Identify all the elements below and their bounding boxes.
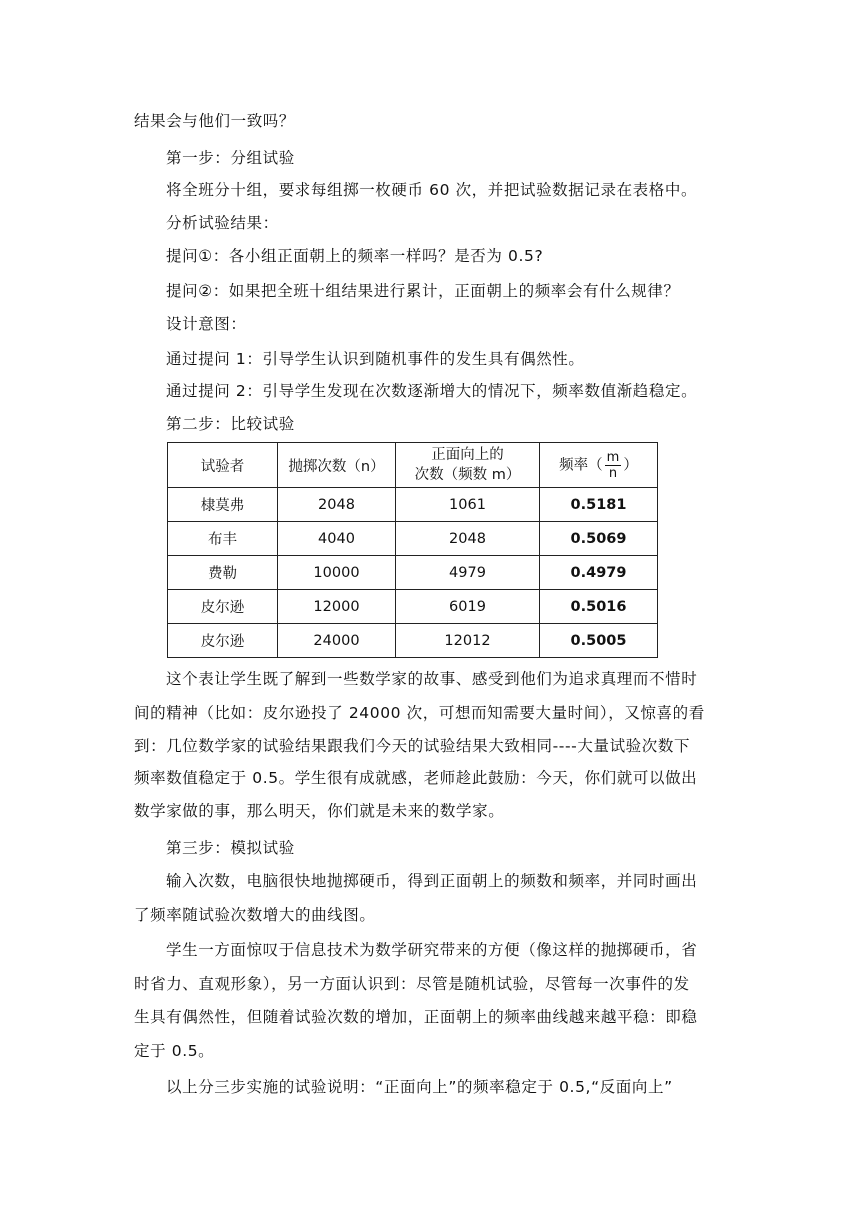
- text-line: 定于 0.5。: [134, 1042, 215, 1060]
- text-line: 了频率随试验次数增大的曲线图。: [134, 906, 376, 924]
- table-cell: 24000: [278, 624, 396, 658]
- text-line: 这个表让学生既了解到一些数学家的故事、感受到他们为追求真理而不惜时: [166, 670, 698, 688]
- header-line: 次数（频数 m）: [414, 467, 521, 483]
- header-cell: [396, 443, 540, 488]
- text-line: 输入次数，电脑很快地抛掷硬币，得到正面朝上的频数和频率，并同时画出: [166, 872, 698, 890]
- table-cell: 皮尔逊: [168, 590, 278, 624]
- table-row: [168, 624, 658, 658]
- step-heading: 第三步：模拟试验: [166, 839, 295, 857]
- table-row: [168, 488, 658, 522]
- table-cell: 2048: [396, 522, 540, 556]
- fraction-m-over-n: [605, 450, 622, 481]
- text-line: 生具有偶然性，但随着试验次数的增加，正面朝上的频率曲线越来越平稳：即稳: [134, 1008, 698, 1026]
- table-cell: 棣莫弗: [168, 488, 278, 522]
- table-cell: 4979: [396, 556, 540, 590]
- table-cell: 费勒: [168, 556, 278, 590]
- table-cell: 皮尔逊: [168, 624, 278, 658]
- table-cell: 0.5005: [540, 624, 658, 658]
- text-line: 数学家做的事，那么明天，你们就是未来的数学家。: [134, 802, 505, 820]
- table-row: [168, 590, 658, 624]
- table-cell: 2048: [278, 488, 396, 522]
- experiment-table: [167, 442, 658, 658]
- fraction-denominator: n: [608, 465, 618, 481]
- table-cell: 12012: [396, 624, 540, 658]
- header-text: 频率（: [559, 457, 603, 473]
- header-cell: 试验者: [168, 443, 278, 488]
- text-line: 间的精神（比如：皮尔逊投了 24000 次，可想而知需要大量时间），又惊喜的看: [134, 704, 705, 722]
- text-line: 设计意图：: [166, 315, 247, 333]
- text-line: 到：几位数学家的试验结果跟我们今天的试验结果大致相同----大量试验次数下: [134, 737, 691, 755]
- table-cell: 布丰: [168, 522, 278, 556]
- step-heading: 第二步：比较试验: [166, 415, 295, 433]
- text-line: 时省力、直观形象），另一方面认识到：尽管是随机试验，尽管每一次事件的发: [134, 975, 690, 993]
- table-cell: 0.5016: [540, 590, 658, 624]
- text-line: 频率数值稳定于 0.5。学生很有成就感，老师趁此鼓励：今天，你们就可以做出: [134, 769, 698, 787]
- table-cell: 4040: [278, 522, 396, 556]
- table-cell: 1061: [396, 488, 540, 522]
- text-line: 分析试验结果：: [166, 214, 279, 232]
- header-text: ）: [623, 457, 638, 473]
- text-line: 结果会与他们一致吗？: [134, 112, 296, 130]
- text-line: 通过提问 1：引导学生认识到随机事件的发生具有偶然性。: [166, 350, 585, 368]
- header-cell: [540, 443, 658, 488]
- text-line: 将全班分十组，要求每组掷一枚硬币 60 次，并把试验数据记录在表格中。: [166, 181, 698, 199]
- table-row: [168, 522, 658, 556]
- table-header-row: [168, 443, 658, 488]
- table-row: [168, 556, 658, 590]
- text-line: 通过提问 2：引导学生发现在次数逐渐增大的情况下，频率数值渐趋稳定。: [166, 382, 698, 400]
- fraction-numerator: m: [606, 449, 620, 465]
- table-cell: 0.4979: [540, 556, 658, 590]
- table-cell: 0.5181: [540, 488, 658, 522]
- text-line: 提问②：如果把全班十组结果进行累计，正面朝上的频率会有什么规律？: [166, 282, 680, 300]
- table-cell: 0.5069: [540, 522, 658, 556]
- table-cell: 6019: [396, 590, 540, 624]
- header-line: 正面向上的: [431, 447, 504, 463]
- step-heading: 第一步：分组试验: [166, 149, 295, 167]
- text-line: 提问①：各小组正面朝上的频率一样吗？是否为 0.5?: [166, 247, 544, 265]
- table-cell: 12000: [278, 590, 396, 624]
- text-line: 以上分三步实施的试验说明：“正面向上”的频率稳定于 0.5,“反面向上”: [166, 1078, 673, 1096]
- text-line: 学生一方面惊叹于信息技术为数学研究带来的方便（像这样的抛掷硬币，省: [166, 941, 698, 959]
- table-cell: 10000: [278, 556, 396, 590]
- header-cell: 抛掷次数（n）: [278, 443, 396, 488]
